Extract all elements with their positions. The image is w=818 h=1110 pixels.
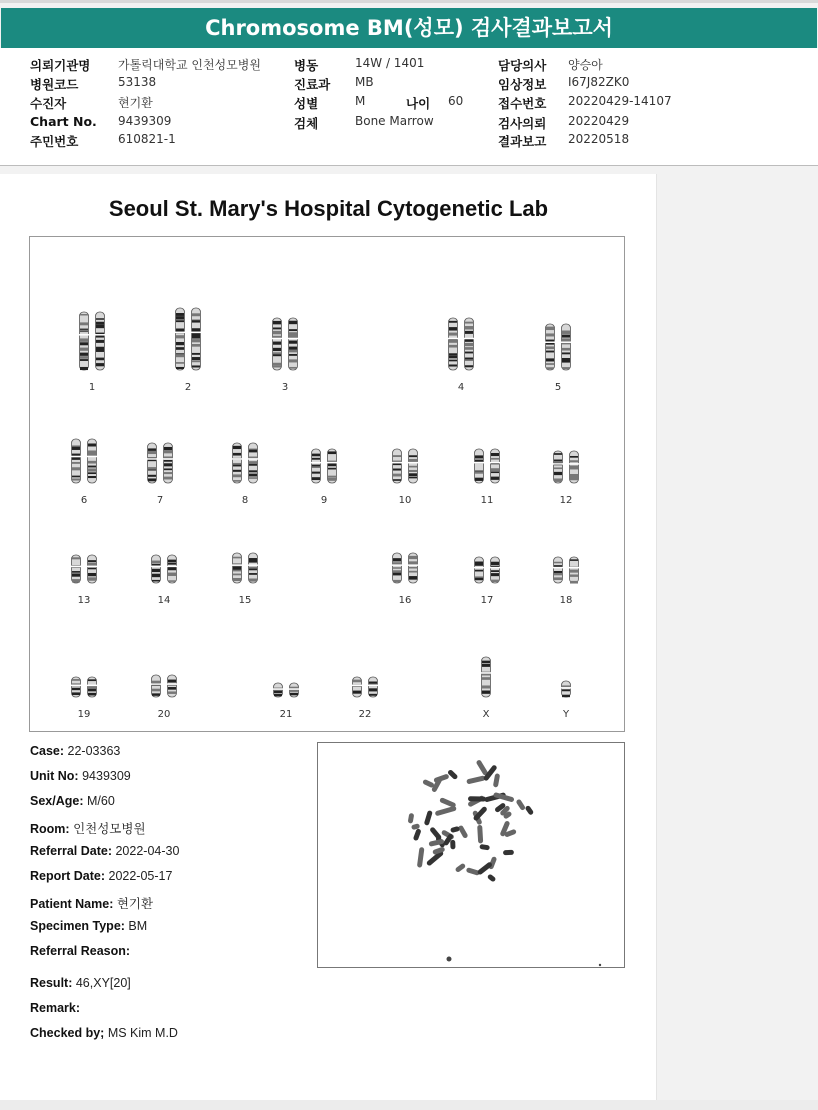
value-physician: 양승아 — [568, 58, 603, 72]
metaphase-chromosome — [466, 775, 486, 784]
value-clinical-info: I67J82ZK0 — [568, 75, 630, 89]
info-row — [0, 132, 818, 151]
label-request-date: 검사의뢰 — [498, 116, 547, 131]
value-department: MB — [355, 75, 374, 89]
chromosome-pair — [392, 553, 418, 583]
chromosome-label: 22 — [358, 709, 372, 720]
metaphase-chromosome — [450, 826, 460, 833]
label-clinical-info: 임상정보 — [498, 77, 547, 92]
label-resident-no: 주민번호 — [30, 134, 79, 149]
chromosome-label: 1 — [88, 382, 96, 393]
detail-specimen-type: Specimen Type: BM — [30, 919, 148, 933]
karyotype-svg — [30, 237, 626, 733]
chromosome-pair — [175, 308, 201, 370]
value-chart-no: 9439309 — [118, 114, 172, 128]
value-hospital-code: 53138 — [118, 75, 157, 89]
report-title: Chromosome BM(성모) 검사결과보고서 — [205, 16, 613, 40]
chromosome-label: 19 — [77, 709, 91, 720]
chromosome-label: 20 — [157, 709, 171, 720]
detail-checked-by: Checked by; MS Kim M.D — [30, 1026, 178, 1040]
value-patient: 현기환 — [118, 96, 153, 110]
chromosome-label: 12 — [559, 495, 573, 506]
bottom-strip — [0, 1100, 818, 1110]
value-age: 60 — [448, 94, 464, 108]
metaphase-chromosome — [477, 825, 483, 844]
label-age: 나이 — [406, 96, 431, 111]
karyotype-image — [29, 236, 625, 732]
metaphase-chromosome — [408, 813, 415, 824]
metaphase-chromosome — [424, 810, 433, 826]
label-department: 진료과 — [294, 77, 331, 92]
info-row — [0, 94, 818, 113]
label-physician: 담당의사 — [498, 58, 547, 73]
metaphase-chromosome — [503, 850, 514, 855]
report-header — [1, 8, 817, 48]
chromosome-label: 10 — [398, 495, 412, 506]
chromosome-label: 13 — [77, 595, 91, 606]
metaphase-chromosome — [447, 769, 459, 780]
chromosome-pair — [71, 439, 97, 483]
metaphase-chromosome — [479, 844, 490, 851]
chromosome-pair — [448, 318, 474, 370]
chromosome-label: 9 — [320, 495, 328, 506]
chromosome-pair — [147, 443, 173, 483]
metaphase-chromosome — [487, 873, 497, 882]
chromosome-pair — [79, 312, 105, 370]
chromosome-pair — [553, 451, 579, 483]
detail-patient-name: Patient Name: 현기환 — [30, 897, 154, 911]
chromosome-pair — [151, 675, 177, 697]
value-specimen: Bone Marrow — [355, 114, 434, 128]
chromosome-label: 14 — [157, 595, 171, 606]
chromosome-label: X — [482, 709, 490, 720]
report-sheet — [0, 174, 657, 1100]
label-chart-no: Chart No. — [30, 114, 97, 129]
metaphase-chromosome — [493, 773, 500, 787]
label-requesting-institution: 의뢰기관명 — [30, 58, 91, 73]
detail-referral-reason: Referral Reason: — [30, 944, 131, 958]
chromosome-label: 5 — [554, 382, 562, 393]
metaphase-chromosome — [450, 840, 455, 850]
chromosome-pair — [474, 449, 500, 483]
info-row — [0, 114, 818, 133]
label-sex: 성별 — [294, 96, 319, 111]
chromosome-pair — [151, 555, 177, 583]
value-requesting-institution: 가톨릭대학교 인천성모병원 — [118, 58, 261, 72]
metaphase-chromosome — [413, 828, 422, 841]
value-report-date: 20220518 — [568, 132, 630, 146]
detail-referral-date: Referral Date: 2022-04-30 — [30, 844, 180, 858]
chromosome-pair — [352, 677, 378, 697]
chromosome-pair — [272, 318, 298, 370]
value-request-date: 20220429 — [568, 114, 630, 128]
detail-case: Case: 22-03363 — [30, 744, 121, 758]
lab-title: Seoul St. Mary's Hospital Cytogenetic Lab — [108, 196, 549, 221]
detail-report-date: Report Date: 2022-05-17 — [30, 869, 173, 883]
metaphase-chromosome — [468, 796, 486, 801]
chromosome-label: 7 — [156, 495, 164, 506]
top-rule — [0, 0, 818, 3]
label-report-date: 결과보고 — [498, 134, 547, 149]
info-row — [0, 56, 818, 75]
patient-info-panel — [0, 48, 818, 166]
metaphase-chromosome — [417, 847, 425, 868]
chromosome-label: 4 — [457, 382, 465, 393]
chromosome-label: 11 — [480, 495, 494, 506]
metaphase-svg — [318, 743, 624, 967]
chromosome-pair — [232, 553, 258, 583]
chromosome-label: Y — [562, 709, 570, 720]
label-receipt-no: 접수번호 — [498, 96, 547, 111]
detail-result: Result: 46,XY[20] — [30, 976, 131, 990]
chromosome-label: 17 — [480, 595, 494, 606]
label-specimen: 검체 — [294, 116, 319, 131]
chromosome-label: 6 — [80, 495, 88, 506]
chromosome-pair — [474, 557, 500, 583]
chromosome-label: 8 — [241, 495, 249, 506]
chromosome-label: 3 — [281, 382, 289, 393]
label-hospital-code: 병원코드 — [30, 77, 79, 92]
chromosome-label: 21 — [279, 709, 293, 720]
chromosome-pair — [232, 443, 258, 483]
metaphase-chromosome — [435, 806, 457, 817]
debris-mark — [599, 964, 601, 966]
chromosome-label: 2 — [184, 382, 192, 393]
value-sex: M — [355, 94, 366, 108]
chromosome-pair — [71, 555, 97, 583]
chromosome-pair — [392, 449, 418, 483]
detail-unit-no: Unit No: 9439309 — [30, 769, 131, 783]
chromosome-pair — [553, 557, 579, 584]
label-ward: 병동 — [294, 58, 319, 73]
chromosome-pair — [561, 681, 571, 697]
value-resident-no: 610821-1 — [118, 132, 176, 146]
value-ward: 14W / 1401 — [355, 56, 425, 70]
chromosome-pair — [71, 677, 97, 697]
metaphase-chromosome — [455, 863, 467, 873]
chromosome-pair — [311, 449, 337, 483]
metaphase-chromosome — [458, 825, 469, 839]
chromosome-pair — [273, 683, 299, 697]
label-patient: 수진자 — [30, 96, 67, 111]
chromosome-label: 18 — [559, 595, 573, 606]
detail-remark: Remark: — [30, 1001, 81, 1015]
info-row — [0, 75, 818, 94]
chromosome-label: 16 — [398, 595, 412, 606]
debris-mark — [447, 957, 452, 962]
detail-room: Room: 인천성모병원 — [30, 822, 146, 836]
metaphase-chromosome — [525, 805, 535, 816]
chromosome-label: 15 — [238, 595, 252, 606]
value-receipt-no: 20220429-14107 — [568, 94, 672, 108]
chromosome-pair — [481, 657, 491, 697]
metaphase-image — [317, 742, 625, 968]
metaphase-chromosome — [515, 799, 526, 812]
chromosome-pair — [545, 324, 571, 370]
detail-sex-age: Sex/Age: M/60 — [30, 794, 115, 808]
